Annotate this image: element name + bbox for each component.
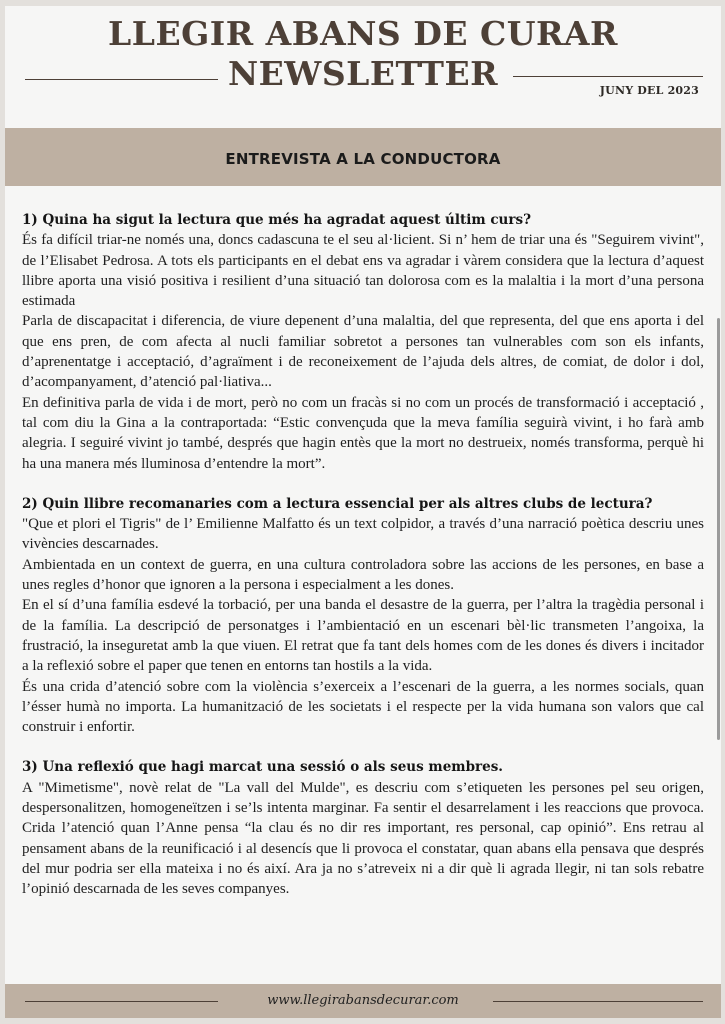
question-1: 1) Quina ha sigut la lectura que més ha agradat aquest últim curs? (22, 212, 531, 228)
masthead-divider-right (513, 76, 703, 77)
answer-2-paragraph-1: "Que et plori el Tigris" de l’ Emilienne Malfatto és un text colpidor, a través d’una narració poètica descriu unes vivències descarnades. (22, 516, 704, 553)
answer-3-paragraph-1: A "Mimetisme", novè relat de "La vall del Mulde", es descriu com s’etiqueten les persones pel seu origen, despersonalitzen, homogeneïtzen i se’ls intenta marginar. Fa sentir el desarrelament i les reaccions que provoca. Crida l’atenció quan l’Anne pensa “la clau és no dir res important, res personal, cap opinió”. Ens retrau al pensament abans de la reunificació i al desencís que li provoca el constatar, quan abans ella pensava que després del mur podria ser ella mateixa i no és així. Ara ja no s’atreveix ni a dir què li agrada llegir, ni tan sols rebatre l’opinió descarnada de les seves companyes. (22, 779, 704, 898)
scrollbar-thumb[interactable] (717, 318, 720, 740)
answer-1-paragraph-1: És fa difícil triar-ne només una, doncs cadascuna te el seu al·licient. Si n’ hem de triar una és "Seguirem vivint", de l’Elisabet Pedrosa. A tots els participants en el debat ens va agradar i vàrem considera que la lectura d’aquest llibre aporta una visió positiva i resilient d’una situació tan dolorosa com es la malaltia i la mort d’una persona estimada (22, 232, 704, 310)
masthead-divider-left (25, 79, 218, 80)
answer-1-paragraph-2: Parla de discapacitat i diferencia, de viure depenent d’una malaltia, del que representa, del que ens aporta i del que ens pren, de com afecta al nucli familiar sobretot a persones tan vulnerables com son els infants, d’aprenentatge i acceptació, d’agraïment i de reconeixement de l’ajuda dels altres, de comiat, de dolor i dol, d’acompanyament, d’atenció pal·liativa... (22, 313, 704, 391)
qa-block-3 (22, 757, 704, 899)
website-link[interactable]: www.llegirabansdecurar.com (267, 993, 459, 1008)
section-title: ENTREVISTA A LA CONDUCTORA (225, 150, 501, 168)
answer-2-paragraph-3: En el sí d’una família esdevé la torbació, per una banda el desastre de la guerra, per l’altra la tragèdia personal i de la família. La descripció de personatges i l’ambientació en un escenari bèl·lic transmeten l’angoixa, la frustració, la inseguretat amb la que viuen. El retrat que fa tant dels homes com de les dones és divers i incitador a la reflexió sobre el paper que tenen en entorns tan hostils a la vida. (22, 597, 704, 675)
answer-2-paragraph-2: Ambientada en un context de guerra, en una cultura controladora sobre las accions de les persones, en base a unes regles d’honor que ignoren a la persona i especialment a les dones. (22, 556, 704, 594)
newsletter-title: LLEGIR ABANS DE CURAR (108, 14, 618, 53)
masthead (5, 6, 721, 128)
section-header-band (5, 128, 721, 186)
question-2: 2) Quin llibre recomanaries com a lectura essencial per als altres clubs de lectura? (22, 495, 653, 512)
footer-band (5, 984, 721, 1018)
issue-date: JUNY DEL 2023 (599, 84, 699, 97)
footer-divider-right (493, 1001, 703, 1002)
interview-content (22, 210, 704, 920)
newsletter-subtitle: NEWSLETTER (227, 54, 499, 93)
newsletter-page (5, 6, 721, 1018)
answer-1-paragraph-3: En definitiva parla de vida i de mort, però no com un fracàs si no com un procés de transformació i acceptació , tal com diu la Gina a la contraportada: “Estic convençuda que la meva família seguirà vivint, i ho farà amb alegria. I seguiré vivint jo també, després que hagin entès que la mort no destrueix, només transforma, perquè hi ha una manera més lluminosa d’entendre la mort”. (22, 394, 704, 472)
qa-block-2 (22, 494, 704, 738)
answer-2-paragraph-4: És una crida d’atenció sobre com la violència s’exerceix a l’escenari de la guerra, a les normes socials, quan l’ésser humà no importa. La humanització de les societats i el respecte per la vida humana son valors que cal construir i enfortir. (22, 678, 704, 736)
question-3: 3) Una reflexió que hagi marcat una sessió o als seus membres. (22, 759, 504, 776)
qa-block-1 (22, 210, 704, 474)
